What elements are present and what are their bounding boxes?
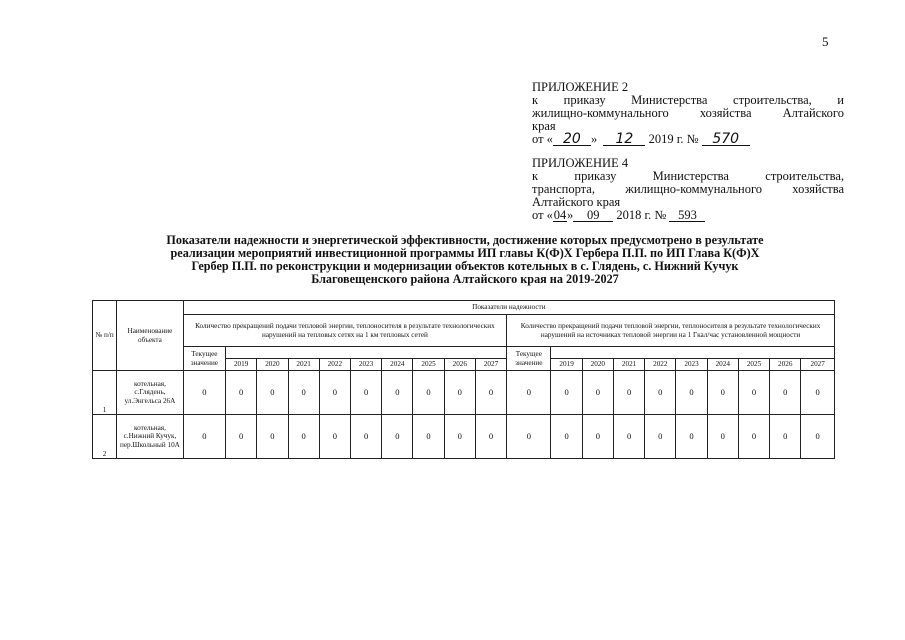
header-year-s1-8: 2027 bbox=[475, 359, 506, 371]
title-line-2: реализации мероприятий инвестиционной программы ИП главы К(Ф)Х Гербера П.П. по ИП Глава К(Ф)Х bbox=[170, 246, 760, 260]
header-year-s1-3: 2022 bbox=[319, 359, 350, 371]
value-cell-s2-6: 0 bbox=[707, 415, 738, 459]
appendix-4-line-1: к приказу Министерства строительства, bbox=[532, 169, 844, 183]
appendix-2-dateline bbox=[532, 133, 844, 146]
value-cell-s1-8: 0 bbox=[444, 415, 475, 459]
value-cell-s2-0: 0 bbox=[507, 371, 551, 415]
header-current-value-2: Текущее значение bbox=[507, 347, 551, 371]
value-cell-s1-7: 0 bbox=[413, 371, 444, 415]
header-year-s1-6: 2025 bbox=[413, 359, 444, 371]
value-cell-s1-0: 0 bbox=[183, 371, 225, 415]
object-name: котельная, с.Нижний Кучук, пер.Школьный 10А bbox=[117, 415, 184, 459]
value-cell-s1-6: 0 bbox=[382, 415, 413, 459]
appendix-2-number: 570 bbox=[702, 133, 750, 146]
header-year-s2-6: 2025 bbox=[738, 359, 769, 371]
value-cell-s2-4: 0 bbox=[645, 371, 676, 415]
header-year-s2-8: 2027 bbox=[801, 359, 835, 371]
header-year-s2-0: 2019 bbox=[551, 359, 582, 371]
header-year-s1-2: 2021 bbox=[288, 359, 319, 371]
table-row bbox=[93, 371, 835, 415]
value-cell-s1-1: 0 bbox=[226, 371, 257, 415]
title-line-4: Благовещенского района Алтайского края на 2019-2027 bbox=[311, 272, 619, 286]
value-cell-s2-6: 0 bbox=[707, 371, 738, 415]
header-row-number: № п/п bbox=[93, 301, 117, 371]
value-cell-s2-5: 0 bbox=[676, 371, 707, 415]
appendix-4-title: ПРИЛОЖЕНИЕ 4 bbox=[532, 156, 629, 170]
row-number: 2 bbox=[93, 415, 117, 459]
header-year-s1-4: 2023 bbox=[350, 359, 381, 371]
appendix-2-date-prefix: от « bbox=[532, 132, 553, 146]
appendix-4-line-3: Алтайского края bbox=[532, 195, 621, 209]
header-reliability-indicators: Показатели надежности bbox=[183, 301, 834, 315]
value-cell-s2-0: 0 bbox=[507, 415, 551, 459]
value-cell-s1-3: 0 bbox=[288, 415, 319, 459]
appendix-2-month: 12 bbox=[603, 133, 645, 146]
appendix-4-year: 2018 г. № bbox=[616, 208, 667, 222]
value-cell-s1-2: 0 bbox=[257, 415, 288, 459]
appendix-2-line-2: жилищно-коммунального хозяйства Алтайского bbox=[532, 106, 844, 120]
appendix-4-date-prefix: от « bbox=[532, 208, 553, 222]
value-cell-s2-9: 0 bbox=[801, 415, 835, 459]
appendix-4-block bbox=[532, 157, 844, 222]
document-title bbox=[100, 234, 830, 286]
appendix-4-number: 593 bbox=[669, 209, 705, 222]
header-year-s2-3: 2022 bbox=[645, 359, 676, 371]
header-year-s2-5: 2024 bbox=[707, 359, 738, 371]
value-cell-s2-5: 0 bbox=[676, 415, 707, 459]
value-cell-s1-0: 0 bbox=[183, 415, 225, 459]
title-line-1: Показатели надежности и энергетической эффективности, достижение которых предусмотрено в результате bbox=[166, 233, 764, 247]
value-cell-s2-2: 0 bbox=[582, 371, 613, 415]
header-object-name: Наименование объекта bbox=[117, 301, 184, 371]
table-row bbox=[93, 415, 835, 459]
header-section-heat-sources: Количество прекращений подачи тепловой энергии, теплоносителя в результате технологических нарушений на источниках тепловой энергии на 1 Гкал/час установленной мощности bbox=[507, 315, 835, 347]
table-body bbox=[93, 371, 835, 459]
appendix-2-line-1: к приказу Министерства строительства, и bbox=[532, 93, 844, 107]
value-cell-s1-4: 0 bbox=[319, 371, 350, 415]
header-year-s2-7: 2026 bbox=[770, 359, 801, 371]
value-cell-s1-2: 0 bbox=[257, 371, 288, 415]
header-years-spacer-2 bbox=[551, 347, 835, 359]
title-line-3: Гербер П.П. по реконструкции и модернизации объектов котельных в с. Глядень, с. Нижний Кучук bbox=[191, 259, 739, 273]
appendix-4-dateline bbox=[532, 209, 844, 222]
value-cell-s1-5: 0 bbox=[350, 371, 381, 415]
value-cell-s1-4: 0 bbox=[319, 415, 350, 459]
appendix-4-line-2: транспорта, жилищно-коммунального хозяйства bbox=[532, 182, 844, 196]
value-cell-s2-3: 0 bbox=[613, 415, 644, 459]
appendix-4-day: 04 bbox=[553, 208, 567, 222]
value-cell-s1-6: 0 bbox=[382, 371, 413, 415]
header-year-s2-4: 2023 bbox=[676, 359, 707, 371]
object-name: котельная, с.Глядень, ул.Энгельса 26А bbox=[117, 371, 184, 415]
value-cell-s1-7: 0 bbox=[413, 415, 444, 459]
appendix-2-line-3: края bbox=[532, 119, 556, 133]
value-cell-s2-8: 0 bbox=[770, 371, 801, 415]
value-cell-s2-7: 0 bbox=[738, 415, 769, 459]
appendix-2-day: 20 bbox=[553, 133, 591, 146]
value-cell-s1-5: 0 bbox=[350, 415, 381, 459]
page-number: 5 bbox=[822, 34, 829, 49]
value-cell-s1-1: 0 bbox=[226, 415, 257, 459]
header-year-s1-0: 2019 bbox=[226, 359, 257, 371]
appendix-4-month: 09 bbox=[573, 209, 613, 222]
header-year-s1-5: 2024 bbox=[382, 359, 413, 371]
value-cell-s2-9: 0 bbox=[801, 371, 835, 415]
value-cell-s2-1: 0 bbox=[551, 415, 582, 459]
appendix-2-day-close: » bbox=[590, 132, 598, 146]
value-cell-s2-3: 0 bbox=[613, 371, 644, 415]
appendix-2-title: ПРИЛОЖЕНИЕ 2 bbox=[532, 80, 629, 94]
header-years-spacer-1 bbox=[226, 347, 507, 359]
value-cell-s1-9: 0 bbox=[475, 415, 506, 459]
value-cell-s2-1: 0 bbox=[551, 371, 582, 415]
value-cell-s2-2: 0 bbox=[582, 415, 613, 459]
value-cell-s1-8: 0 bbox=[444, 371, 475, 415]
row-number: 1 bbox=[93, 371, 117, 415]
reliability-indicators-table bbox=[92, 300, 835, 459]
value-cell-s2-4: 0 bbox=[645, 415, 676, 459]
header-year-s1-1: 2020 bbox=[257, 359, 288, 371]
header-current-value-1: Текущее значение bbox=[183, 347, 225, 371]
header-section-heat-networks: Количество прекращений подачи тепловой энергии, теплоносителя в результате технологических нарушений на тепловых сетях на 1 км тепловых сетей bbox=[183, 315, 506, 347]
header-year-s1-7: 2026 bbox=[444, 359, 475, 371]
appendix-2-year: 2019 г. № bbox=[648, 132, 699, 146]
value-cell-s2-7: 0 bbox=[738, 371, 769, 415]
value-cell-s1-3: 0 bbox=[288, 371, 319, 415]
value-cell-s1-9: 0 bbox=[475, 371, 506, 415]
appendix-4-day-close: » bbox=[566, 208, 574, 222]
appendix-2-block bbox=[532, 81, 844, 146]
value-cell-s2-8: 0 bbox=[770, 415, 801, 459]
header-year-s2-1: 2020 bbox=[582, 359, 613, 371]
header-year-s2-2: 2021 bbox=[613, 359, 644, 371]
